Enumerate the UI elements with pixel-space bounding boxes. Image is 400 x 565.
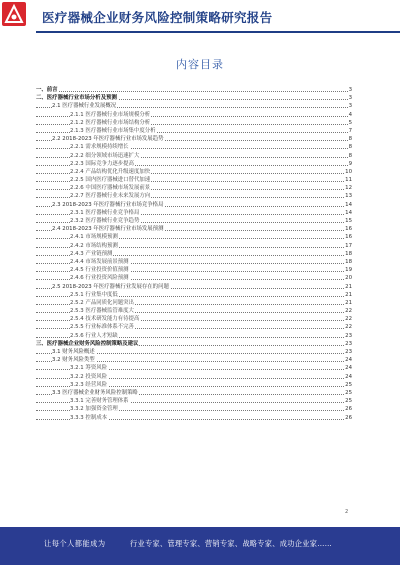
toc-entry-page: 8 [348,152,352,159]
toc-entry-page: 17 [345,242,352,249]
footer-roles: 行业专家、管理专家、营销专家、战略专家、成功企业家…… [130,539,333,548]
toc-entry[interactable] [36,209,352,217]
toc-entry-page: 23 [345,349,352,355]
toc-entry[interactable] [36,389,352,397]
page-header [0,0,400,34]
toc-entry-page: 13 [345,193,352,200]
toc-entry-page: 5 [348,119,352,126]
toc-entry-page: 20 [345,275,352,282]
toc-entry-page: 11 [345,177,352,184]
toc-entry-page: 12 [345,185,352,192]
toc-entry[interactable] [36,364,352,372]
toc-entry-page: 23 [345,332,352,339]
toc-entry[interactable] [36,233,352,241]
toc-entry-text: 2.4.3 产业链预测 [70,250,113,257]
toc-heading: 内容目录 [176,58,224,71]
toc-entry-text: 3.2.2 投资风险 [70,373,107,380]
toc-entry-page: 22 [345,316,352,323]
toc-entry-text: 2.4 2018-2023 年医疗器械行业市场发展预测 [52,226,164,233]
toc-entry-text: 2.5.2 产品同质化问题突出 [70,299,134,306]
report-title: 医疗器械企业财务风险控制策略研究报告 [42,10,273,25]
toc-entry[interactable] [36,356,352,364]
toc-entry-page: 23 [345,340,352,347]
toc-entry-page: 15 [345,218,352,224]
toc-entry[interactable] [36,176,352,184]
toc-entry[interactable] [36,86,352,94]
toc-entry-page: 4 [348,111,352,118]
toc-entry[interactable] [36,225,352,233]
toc-entry-text: 2.2.7 医疗器械行业未来发展方向 [70,193,151,200]
toc-entry-text: 2.1.2 医疗器械行业市场结构分析 [70,119,151,126]
toc-entry[interactable] [36,299,352,307]
toc-entry-page: 22 [345,308,352,315]
toc-entry[interactable] [36,315,352,323]
toc-entry-text: 2.4.6 行业投资风险预测 [70,275,129,282]
toc-entry-text: 2.2.6 中国医疗器械市场发展前景 [70,185,151,192]
toc-entry-text: 3.3.2 加强资金管理 [70,406,118,413]
toc-entry[interactable] [36,94,352,102]
toc-entry[interactable] [36,152,352,160]
toc-entry[interactable] [36,323,352,331]
toc-entry-text: 2.2.5 国内医疗器械进口替代加速 [70,177,151,184]
toc-entry-page: 18 [345,258,352,265]
toc-entry-page: 22 [345,324,352,331]
toc-entry-text: 2.4.1 市场规模预测 [70,234,118,241]
toc-entry-text: 3.3 医疗器械企业财务风险控制策略 [52,389,138,396]
toc-entry-text: 2.4.2 市场结构预测 [70,242,118,249]
toc-entry[interactable] [36,258,352,266]
toc-entry-text: 2.4.5 行业投资价值预测 [70,267,129,274]
toc-entry-page: 24 [345,373,352,380]
toc-entry[interactable] [36,283,352,291]
toc-entry-page: 26 [345,406,352,413]
toc-entry-page: 8 [348,144,352,151]
page-number: 2 [345,509,349,515]
toc-entry-text: 2.2.1 需求规模持续增长 [70,144,129,151]
toc-entry-text: 3.1 财务风险概述 [52,349,95,355]
toc-entry-text: 2.2.2 细分领域市场迅速扩大 [70,152,140,159]
toc-entry-page: 3 [348,87,352,93]
toc-entry[interactable] [36,119,352,127]
toc-entry[interactable] [36,405,352,413]
toc-entry-page: 19 [345,267,352,274]
toc-entry[interactable] [36,291,352,299]
footer-tagline: 让每个人都能成为 [44,539,106,548]
toc-entry[interactable] [36,340,352,348]
toc-entry-text: 3.2.3 经营风险 [70,381,107,388]
toc-entry[interactable] [36,348,352,356]
toc-entry[interactable] [36,332,352,340]
toc-entry-page: 14 [345,209,352,216]
toc-entry-text: 2.1.1 医疗器械行业市场规模分析 [70,111,151,118]
toc-entry-text: 2.3.1 医疗器械行业竞争格局 [70,209,140,216]
toc-entry-page: 18 [345,250,352,257]
toc-leader-dots [36,91,352,92]
toc-entry-text: 2.5.6 行业人才短缺 [70,332,118,339]
toc-entry-page: 8 [348,136,352,143]
toc-entry-text: 2.5.1 行业集中度低 [70,291,118,298]
toc-entry-text: 3.2 财务风险类型 [52,357,95,364]
toc-entry-text: 2.5 2018-2023 年医疗器械行业发展存在的问题 [52,283,169,290]
toc-entry-page: 10 [345,168,352,175]
toc-entry[interactable] [36,307,352,315]
toc-entry[interactable] [36,184,352,192]
toc-entry-page: 24 [345,357,352,364]
toc-entry[interactable] [36,414,352,422]
toc-entry-text: 2.5.4 技术研发能力有待提高 [70,316,140,323]
toc-entry-page: 25 [345,381,352,388]
toc-entry-page: 24 [345,365,352,372]
toc-entry-page: 25 [345,389,352,396]
toc-entry-text: 二、医疗器械行业市场分析及预测 [36,95,117,102]
toc-entry[interactable] [36,274,352,282]
toc-entry-text: 2.3.2 医疗器械行业竞争趋势 [70,218,140,224]
toc-entry[interactable] [36,127,352,135]
toc-entry-text: 2.1.3 医疗器械行业市场集中度分析 [70,127,156,134]
page-footer [0,527,400,565]
toc-entry-text: 2.3 2018-2023 年医疗器械行业市场竞争格局 [52,201,164,208]
toc-entry-page: 16 [345,234,352,241]
toc-entry-text: 2.5.3 医疗器械监管难度大 [70,308,134,315]
toc-entry-text: 2.1 医疗器械行业发展概况 [52,103,117,110]
toc-entry-page: 16 [345,226,352,233]
toc-entry-page: 3 [348,95,352,102]
toc-entry-text: 2.4.4 市场发展前景预测 [70,258,129,265]
toc-entry[interactable] [36,381,352,389]
toc-entry-text: 2.2 2018-2023 年医疗器械行业市场发展趋势 [52,136,164,143]
table-of-contents [36,86,352,422]
toc-entry-page: 21 [345,291,352,298]
toc-entry-page: 21 [345,299,352,306]
toc-entry[interactable] [36,160,352,168]
toc-entry-text: 三、医疗器械企业财务风险控制策略及建议 [36,340,139,347]
toc-entry-text: 3.3.3 控制成本 [70,414,107,421]
logo-icon [2,2,26,26]
toc-entry[interactable] [36,217,352,225]
toc-entry[interactable] [36,266,352,274]
toc-entry[interactable] [36,242,352,250]
toc-entry-text: 3.2.1 筹资风险 [70,365,107,372]
toc-entry-page: 9 [348,160,352,167]
toc-entry[interactable] [36,135,352,143]
toc-entry-text: 2.2.4 产品结构优化升级速度加快 [70,168,151,175]
toc-entry-text: 3.3.1 完善财务管理体系 [70,398,129,405]
toc-entry-page: 21 [345,283,352,290]
toc-entry[interactable] [36,201,352,209]
toc-entry[interactable] [36,168,352,176]
toc-entry-page: 26 [345,414,352,421]
toc-entry-page: 25 [345,398,352,405]
toc-entry[interactable] [36,397,352,405]
toc-entry[interactable] [36,111,352,119]
toc-entry-page: 14 [345,201,352,208]
toc-entry-text: 2.2.3 国际竞争力逐步提高 [70,160,134,167]
toc-entry[interactable] [36,143,352,151]
toc-entry[interactable] [36,192,352,200]
toc-entry[interactable] [36,102,352,110]
header-divider [36,31,400,33]
toc-entry-page: 3 [348,103,352,110]
toc-entry-text: 一、前言 [36,87,58,93]
toc-entry[interactable] [36,250,352,258]
toc-entry[interactable] [36,373,352,381]
toc-entry-text: 2.5.5 行业标准体系不完善 [70,324,134,331]
toc-entry-page: 7 [348,127,352,134]
